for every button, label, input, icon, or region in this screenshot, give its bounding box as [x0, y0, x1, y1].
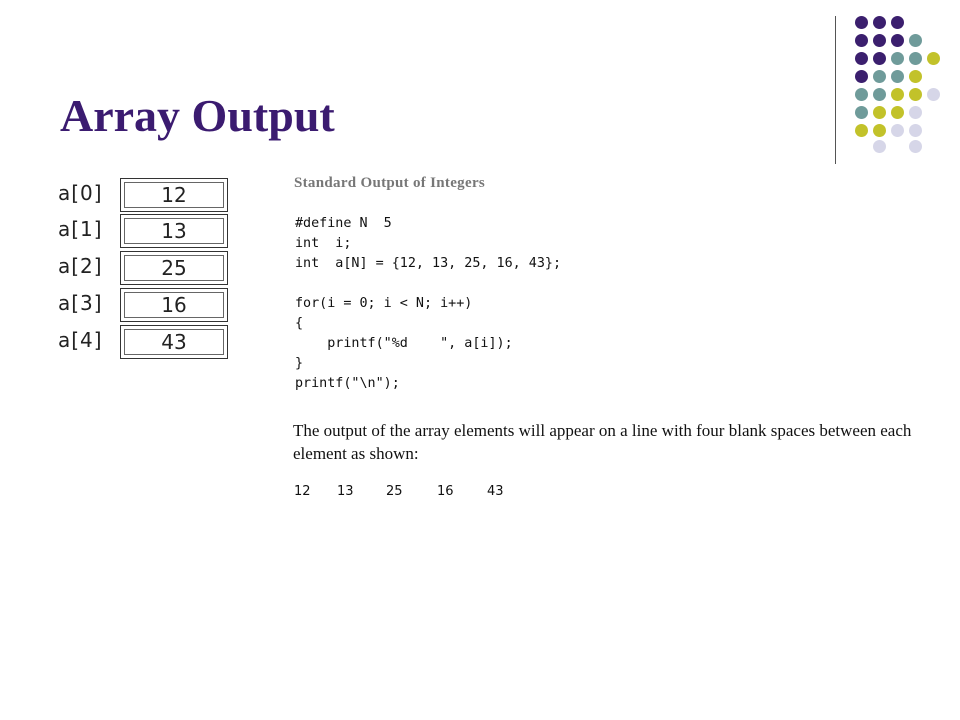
decorative-dot [909, 124, 922, 137]
array-index-label: a[1] [58, 217, 103, 241]
decorative-dot [855, 124, 868, 137]
array-cell: 25 [120, 251, 228, 285]
decorative-dot [909, 70, 922, 83]
decorative-dot [855, 52, 868, 65]
output-value: 25 [386, 484, 403, 499]
decorative-dot [891, 70, 904, 83]
decorative-dot [909, 88, 922, 101]
slide-title: Array Output [60, 90, 335, 141]
decorative-dot [873, 52, 886, 65]
output-value: 12 [294, 484, 311, 499]
output-value: 43 [487, 484, 504, 499]
array-index-label: a[2] [58, 254, 103, 278]
decorative-dot [855, 106, 868, 119]
decorative-dot [891, 124, 904, 137]
decorative-dot [927, 88, 940, 101]
decorative-dot [891, 106, 904, 119]
decorative-dot [909, 34, 922, 47]
decorative-dot [891, 52, 904, 65]
decorative-dot [855, 34, 868, 47]
output-value: 16 [437, 484, 454, 499]
array-cell: 43 [120, 325, 228, 359]
decorative-dot [873, 140, 886, 153]
decorative-dot [873, 70, 886, 83]
decorative-dot [855, 16, 868, 29]
code-heading: Standard Output of Integers [294, 175, 486, 191]
decorative-dot [855, 88, 868, 101]
decorative-dot [873, 88, 886, 101]
decorative-dot [909, 106, 922, 119]
decorative-dot [891, 16, 904, 29]
array-cell: 16 [120, 288, 228, 322]
decorative-dot [891, 34, 904, 47]
decorative-dot [873, 124, 886, 137]
decorative-dot [873, 106, 886, 119]
decorative-dot [891, 88, 904, 101]
array-cell: 13 [120, 214, 228, 248]
code-block: #define N 5 int i; int a[N] = {12, 13, 25, 16, 43}; for(i = 0; i < N; i++) { printf("%d ", a[i]); } printf("\n"); [295, 216, 562, 391]
array-index-label: a[4] [58, 328, 103, 352]
decorative-dot [909, 140, 922, 153]
decorative-dot [855, 70, 868, 83]
decorative-dot [873, 16, 886, 29]
decorative-dot [909, 52, 922, 65]
output-description: The output of the array elements will appear on a line with four blank spaces between each element as shown: [293, 421, 912, 463]
decorative-dot [873, 34, 886, 47]
array-index-label: a[0] [58, 181, 103, 205]
output-value: 13 [337, 484, 354, 499]
decorative-dot [927, 52, 940, 65]
array-index-label: a[3] [58, 291, 103, 315]
header-divider [835, 16, 836, 164]
array-cell: 12 [120, 178, 228, 212]
